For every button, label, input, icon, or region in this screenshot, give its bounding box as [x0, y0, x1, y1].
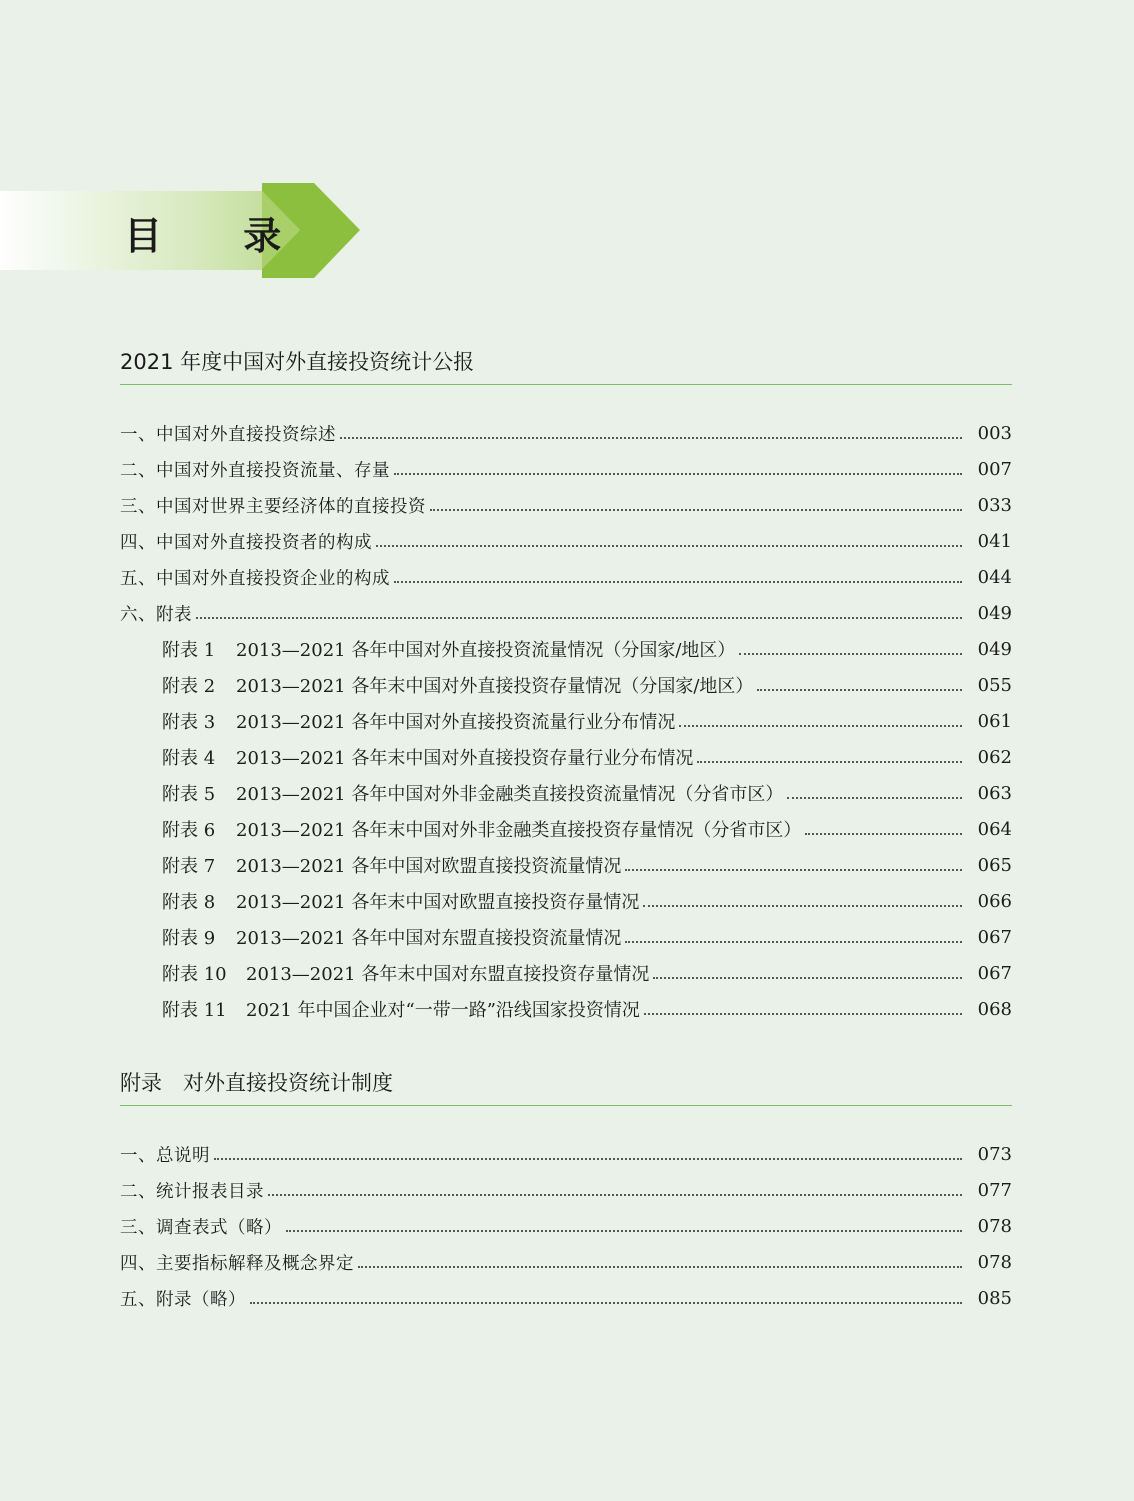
dot-leader: [250, 1301, 962, 1304]
toc-entry-page: 067: [977, 962, 1012, 984]
toc-entry-page: 067: [977, 926, 1012, 948]
toc-entry-label: 四、中国对外直接投资者的构成: [120, 532, 372, 553]
toc-entry-label: 三、中国对世界主要经济体的直接投资: [120, 496, 426, 517]
toc-subentry[interactable]: [120, 955, 1012, 991]
toc-subentry-label: 附表 2 2013—2021 各年末中国对外直接投资存量情况（分国家/地区）: [162, 676, 754, 697]
dot-leader: [394, 472, 962, 475]
toc-entry-page: 007: [977, 458, 1012, 480]
dot-leader: [214, 1157, 962, 1160]
toc-entry-page: 063: [977, 782, 1012, 804]
toc-list-appendix: [120, 1136, 1012, 1316]
section-divider: [120, 384, 1012, 385]
dot-leader: [739, 652, 962, 655]
section-title-appendix: 附录 对外直接投资统计制度: [120, 1071, 393, 1095]
toc-entry-page: 003: [977, 422, 1012, 444]
toc-entry-label: 四、主要指标解释及概念界定: [120, 1253, 354, 1274]
toc-entry-page: 064: [977, 818, 1012, 840]
toc-subentry[interactable]: [120, 631, 1012, 667]
dot-leader: [376, 544, 962, 547]
dot-leader: [358, 1265, 962, 1268]
toc-entry[interactable]: [120, 1208, 1012, 1244]
toc-entry-label: 五、附录（略）: [120, 1289, 246, 1310]
toc-subentry[interactable]: [120, 847, 1012, 883]
dot-leader: [787, 796, 962, 799]
toc-entry[interactable]: [120, 559, 1012, 595]
toc-entry[interactable]: [120, 451, 1012, 487]
toc-entry-label: 一、总说明: [120, 1145, 210, 1166]
dot-leader: [430, 508, 962, 511]
dot-leader: [268, 1193, 962, 1196]
toc-banner: [0, 183, 360, 278]
dot-leader: [286, 1229, 962, 1232]
toc-subentry[interactable]: [120, 919, 1012, 955]
toc-entry[interactable]: [120, 595, 1012, 631]
toc-subentry-label: 附表 8 2013—2021 各年末中国对欧盟直接投资存量情况: [162, 892, 640, 913]
toc-entry[interactable]: [120, 415, 1012, 451]
toc-entry-label: 三、调查表式（略）: [120, 1217, 282, 1238]
dot-leader: [697, 760, 962, 763]
dot-leader: [644, 1012, 962, 1015]
toc-entry-page: 044: [977, 566, 1012, 588]
toc-entry-label: 一、中国对外直接投资综述: [120, 424, 336, 445]
dot-leader: [653, 976, 962, 979]
toc-subentry[interactable]: [120, 883, 1012, 919]
dot-leader: [757, 688, 962, 691]
toc-subentry-label: 附表 11 2021 年中国企业对“一带一路”沿线国家投资情况: [162, 1000, 640, 1021]
toc-entry[interactable]: [120, 1136, 1012, 1172]
section-divider: [120, 1105, 1012, 1106]
toc-entry-label: 五、中国对外直接投资企业的构成: [120, 568, 390, 589]
dot-leader: [643, 904, 962, 907]
toc-entry[interactable]: [120, 487, 1012, 523]
toc-subentry[interactable]: [120, 775, 1012, 811]
toc-entry-label: 二、中国对外直接投资流量、存量: [120, 460, 390, 481]
toc-entry-label: 六、附表: [120, 604, 192, 625]
toc-subentry-label: 附表 9 2013—2021 各年中国对东盟直接投资流量情况: [162, 928, 622, 949]
toc-entry-page: 085: [977, 1287, 1012, 1309]
toc-list-bulletin: [120, 415, 1012, 1027]
toc-entry-page: 068: [977, 998, 1012, 1020]
dot-leader: [394, 580, 962, 583]
toc-entry[interactable]: [120, 1280, 1012, 1316]
toc-entry-page: 049: [977, 602, 1012, 624]
toc-entry-page: 033: [977, 494, 1012, 516]
section-title-bulletin: 2021 年度中国对外直接投资统计公报: [120, 350, 475, 374]
toc-entry-page: 041: [977, 530, 1012, 552]
toc-subentry-label: 附表 1 2013—2021 各年中国对外直接投资流量情况（分国家/地区）: [162, 640, 736, 661]
toc-entry-page: 073: [977, 1143, 1012, 1165]
dot-leader: [625, 940, 962, 943]
dot-leader: [625, 868, 962, 871]
toc-subentry-label: 附表 6 2013—2021 各年末中国对外非金融类直接投资存量情况（分省市区）: [162, 820, 802, 841]
toc-entry-label: 二、统计报表目录: [120, 1181, 264, 1202]
dot-leader: [679, 724, 962, 727]
toc-entry[interactable]: [120, 1244, 1012, 1280]
toc-subentry[interactable]: [120, 667, 1012, 703]
dot-leader: [805, 832, 962, 835]
toc-entry-page: 055: [977, 674, 1012, 696]
dot-leader: [196, 616, 962, 619]
toc-entry-page: 078: [977, 1215, 1012, 1237]
toc-entry-page: 077: [977, 1179, 1012, 1201]
toc-subentry-label: 附表 7 2013—2021 各年中国对欧盟直接投资流量情况: [162, 856, 622, 877]
toc-subentry[interactable]: [120, 811, 1012, 847]
dot-leader: [340, 436, 962, 439]
toc-entry-page: 049: [977, 638, 1012, 660]
toc-entry-page: 065: [977, 854, 1012, 876]
toc-entry-page: 062: [977, 746, 1012, 768]
toc-subentry-label: 附表 10 2013—2021 各年末中国对东盟直接投资存量情况: [162, 964, 650, 985]
toc-entry-page: 061: [977, 710, 1012, 732]
page-title: 目 录: [124, 213, 316, 258]
toc-subentry[interactable]: [120, 739, 1012, 775]
toc-entry[interactable]: [120, 1172, 1012, 1208]
toc-entry-page: 066: [977, 890, 1012, 912]
toc-entry[interactable]: [120, 523, 1012, 559]
toc-subentry-label: 附表 3 2013—2021 各年中国对外直接投资流量行业分布情况: [162, 712, 676, 733]
toc-entry-page: 078: [977, 1251, 1012, 1273]
toc-subentry[interactable]: [120, 703, 1012, 739]
toc-subentry[interactable]: [120, 991, 1012, 1027]
toc-subentry-label: 附表 4 2013—2021 各年末中国对外直接投资存量行业分布情况: [162, 748, 694, 769]
toc-subentry-label: 附表 5 2013—2021 各年中国对外非金融类直接投资流量情况（分省市区）: [162, 784, 784, 805]
